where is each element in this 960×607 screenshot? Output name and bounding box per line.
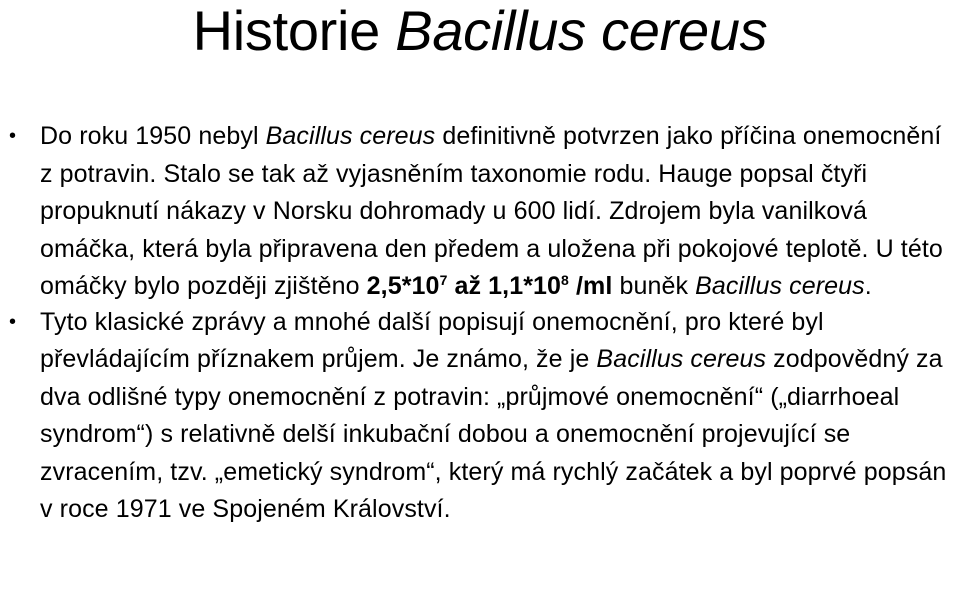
concentration-high: až 1,1*10 [447,272,562,300]
bullet-1-text-cont: definitivně potvrzen jako příčina onemocnění z potravin. Stalo se tak až vyjasněním taxonomie rodu. Hauge popsal čtyři propuknutí nákazy v Norsku dohromady u 600 lidí. Zdrojem byla vanilková omáčka, která byla připravena den předem a uložena při pokojové teplotě. U této omáčky bylo později zjištěno [40,122,943,300]
bullet-2-text: Tyto klasické zprávy a mnohé další popisují onemocnění, pro které byl převládajícím příznakem průjem. Je známo, že je [40,307,824,373]
bullet-item-2 [0,304,960,529]
slide-title [0,0,960,62]
bullet-1-text-cells: buněk [612,272,696,300]
concentration-low: 2,5*10 [366,272,440,300]
bullet-1-species-italic: Bacillus cereus [265,122,436,150]
bullet-item-1 [0,118,960,306]
bullet-1-text: Do roku 1950 nebyl [40,122,266,150]
bullet-1-period: . [864,272,872,300]
exponent-low: 7 [439,272,448,288]
title-prefix: Historie [192,0,396,62]
bullet-marker: • [9,310,17,333]
concentration-unit: /ml [568,272,613,300]
bullet-list [0,118,960,529]
bullet-1-species-italic-2: Bacillus cereus [695,272,865,300]
title-species: Bacillus cereus [395,0,768,62]
bullet-2-text-cont: zodpovědný za dva odlišné typy onemocnění z potravin: „průjmové onemocnění“ („diarrhoeal syndrom“) s relativně delší inkubační dobou a onemocnění projevující se zvracením, tzv. „emetický syndrom“, který má rychlý začátek a byl poprvé popsán v roce 1971 ve Spojeném Království. [40,345,947,523]
bullet-marker: • [9,125,17,147]
exponent-high: 8 [561,272,569,288]
bullet-2-species-italic: Bacillus cereus [596,345,767,373]
